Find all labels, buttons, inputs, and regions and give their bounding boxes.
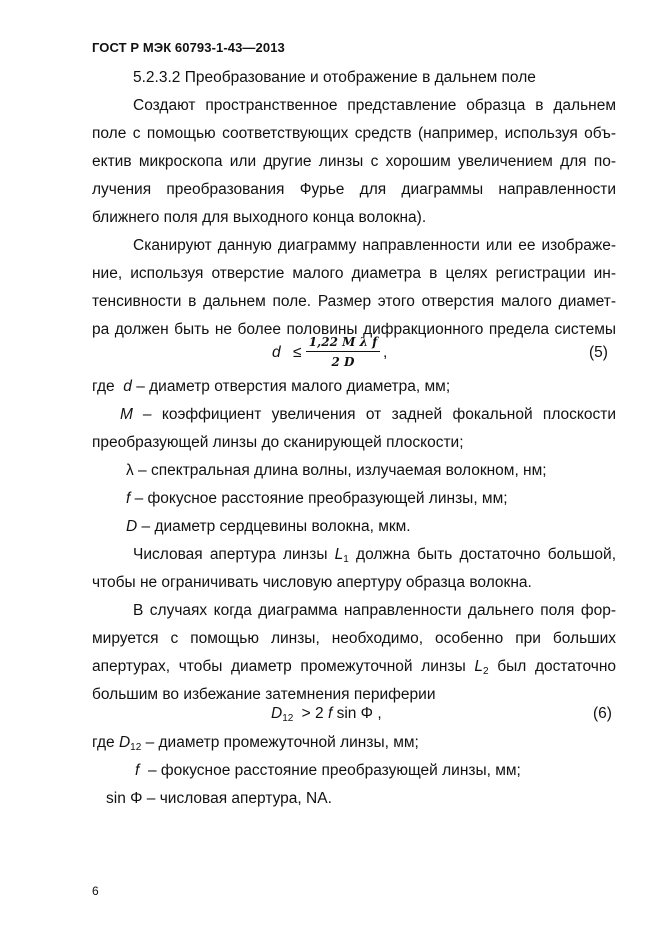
text-fragment: был достаточно bbox=[497, 658, 617, 675]
subscript: 1 bbox=[343, 554, 349, 565]
section-title: 5.2.3.2 Преобразование и отображение в дальнем поле bbox=[133, 69, 536, 86]
definition-lambda: λ – спектральная длина волны, излучаемая волокном, нм; bbox=[126, 462, 547, 479]
symbol-M: M bbox=[120, 406, 133, 423]
paragraph-line: Создают пространственное представление образца в дальнем bbox=[133, 97, 616, 114]
definition-f bbox=[135, 761, 659, 781]
symbol-f: f bbox=[135, 762, 140, 779]
symbol-f: f bbox=[327, 705, 333, 722]
definition-D12 bbox=[92, 733, 616, 753]
formula-5-denominator: 2 D bbox=[331, 355, 355, 369]
page-number: 6 bbox=[92, 884, 99, 898]
formula-5-variable: d bbox=[272, 344, 281, 361]
formula-6-number: (6) bbox=[593, 705, 612, 722]
formula-5-comma: , bbox=[383, 344, 388, 361]
formula-5-fraction bbox=[306, 335, 380, 369]
definition-M bbox=[120, 405, 616, 425]
text-fragment: должна быть достаточно большой, bbox=[356, 546, 617, 563]
definition-text: преобразующей линзы до сканирующей плоскости; bbox=[92, 434, 464, 451]
paragraph-line: ектив микроскопа или другие линзы с хорошим увеличением для по- bbox=[92, 153, 616, 170]
paragraph-line bbox=[92, 657, 616, 677]
definition-text: – диаметр отверстия малого диаметра, мм; bbox=[136, 378, 451, 395]
paragraph-line: лучения преобразования Фурье для диаграммы направленности bbox=[92, 181, 616, 198]
symbol-L: L bbox=[474, 658, 484, 675]
paragraph-line: В случаях когда диаграмма направленности дальнего поля фор- bbox=[133, 602, 616, 619]
symbol-D: D bbox=[126, 518, 138, 535]
definition-text: – фокусное расстояние преобразующей линзы, мм; bbox=[134, 490, 508, 507]
where-label: где bbox=[92, 378, 115, 395]
definition-text: – диаметр промежуточной линзы, мм; bbox=[145, 734, 419, 751]
formula-6-lhs: D bbox=[271, 705, 283, 722]
paragraph-line: Сканируют данную диаграмму направленности или ее изображе- bbox=[133, 237, 616, 254]
text-fragment: апертурах, чтобы диаметр промежуточной линзы bbox=[92, 658, 466, 675]
symbol-d: d bbox=[123, 378, 132, 395]
paragraph-line: тенсивности в дальнем поле. Размер этого отверстия малого диамет- bbox=[92, 293, 616, 310]
formula-6-relation: > 2 bbox=[301, 705, 324, 722]
definition-text: – коэффициент увеличения от задней фокальной плоскости bbox=[142, 406, 616, 423]
symbol-D: D bbox=[118, 734, 131, 751]
definition-f bbox=[126, 489, 650, 509]
paragraph-line: поле с помощью соответствующих средств (например, используя объ- bbox=[92, 125, 616, 142]
symbol-f: f bbox=[126, 490, 131, 507]
definition-D bbox=[126, 517, 650, 537]
symbol-L: L bbox=[334, 546, 344, 563]
formula-5-number: (5) bbox=[589, 344, 608, 361]
subscript: 12 bbox=[130, 742, 142, 753]
formula-6-rhs: sin Φ , bbox=[336, 705, 382, 722]
paragraph-line: чтобы не ограничивать числовую апертуру образца волокна. bbox=[92, 574, 532, 591]
text-fragment: Числовая апертура линзы bbox=[133, 546, 328, 563]
subscript: 12 bbox=[282, 713, 294, 724]
formula-5-numerator: 1,22 M λ f bbox=[306, 335, 380, 352]
paragraph-line: ние, используя отверстие малого диаметра в целях регистрации ин- bbox=[92, 265, 616, 282]
paragraph-line: большим во избежание затемнения периферии bbox=[92, 686, 436, 703]
paragraph-line: ближнего поля для выходного конца волокна). bbox=[92, 209, 427, 226]
formula-6 bbox=[271, 705, 382, 723]
document-header: ГОСТ Р МЭК 60793-1-43—2013 bbox=[92, 40, 285, 55]
paragraph-line: мируется с помощью линзы, необходимо, особенно при больших bbox=[92, 630, 616, 647]
where-label: где bbox=[92, 734, 115, 751]
paragraph-line: ра должен быть не более половины дифракционного предела системы bbox=[92, 321, 616, 338]
definition-text: – фокусное расстояние преобразующей линзы, мм; bbox=[147, 762, 521, 779]
definition-text: – диаметр сердцевины волокна, мкм. bbox=[141, 518, 411, 535]
subscript: 2 bbox=[483, 666, 489, 677]
paragraph-line bbox=[133, 545, 616, 565]
formula-5-relation: ≤ bbox=[292, 344, 302, 361]
definition-d bbox=[92, 377, 616, 397]
definition-sin: sin Φ – числовая апертура, NA. bbox=[106, 790, 332, 807]
formula-5-lhs bbox=[272, 344, 301, 362]
